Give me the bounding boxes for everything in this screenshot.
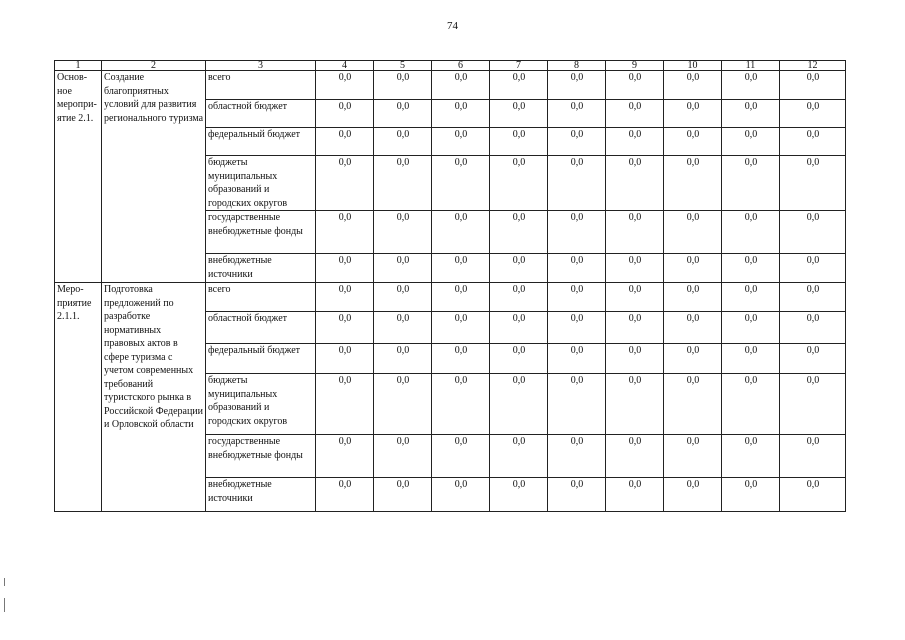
funding-value: 0,0 [432,254,490,283]
funding-value: 0,0 [548,100,606,128]
funding-value: 0,0 [664,128,722,156]
funding-value: 0,0 [490,312,548,344]
funding-value: 0,0 [316,128,374,156]
funding-value: 0,0 [664,211,722,254]
funding-value: 0,0 [316,254,374,283]
funding-value: 0,0 [780,478,846,512]
funding-value: 0,0 [664,100,722,128]
funding-value: 0,0 [432,128,490,156]
page-number: 74 [447,20,458,32]
funding-source: государственные внебюджетные фонды [206,435,316,478]
funding-value: 0,0 [432,374,490,435]
funding-value: 0,0 [664,435,722,478]
funding-value: 0,0 [780,374,846,435]
funding-value: 0,0 [374,478,432,512]
funding-value: 0,0 [432,435,490,478]
funding-value: 0,0 [780,435,846,478]
funding-value: 0,0 [374,156,432,211]
funding-value: 0,0 [316,435,374,478]
column-number: 6 [432,61,490,71]
funding-value: 0,0 [316,211,374,254]
funding-value: 0,0 [374,71,432,100]
funding-value: 0,0 [548,344,606,374]
column-number: 1 [55,61,102,71]
funding-value: 0,0 [606,374,664,435]
funding-source: государственные внебюджетные фонды [206,211,316,254]
funding-value: 0,0 [664,312,722,344]
funding-value: 0,0 [722,100,780,128]
funding-value: 0,0 [606,211,664,254]
funding-value: 0,0 [722,435,780,478]
funding-value: 0,0 [722,254,780,283]
funding-value: 0,0 [664,478,722,512]
funding-value: 0,0 [664,344,722,374]
funding-value: 0,0 [490,100,548,128]
funding-value: 0,0 [780,156,846,211]
funding-value: 0,0 [490,478,548,512]
funding-source: бюджеты муниципальных образований и городских округов [206,156,316,211]
scan-artifact-line [4,598,5,612]
funding-source: внебюджетные источники [206,478,316,512]
funding-value: 0,0 [780,344,846,374]
measure-title: Подготовка предложений по разработке нормативных правовых актов в сфере туризма с учетом современных требований туристского рынка в Российской Федерации и Орловской области [102,283,206,512]
funding-value: 0,0 [664,156,722,211]
funding-source: федеральный бюджет [206,344,316,374]
funding-source: областной бюджет [206,312,316,344]
column-number: 3 [206,61,316,71]
funding-value: 0,0 [548,283,606,312]
funding-value: 0,0 [490,283,548,312]
funding-value: 0,0 [722,478,780,512]
funding-value: 0,0 [780,312,846,344]
funding-value: 0,0 [490,156,548,211]
funding-value: 0,0 [316,344,374,374]
funding-value: 0,0 [490,71,548,100]
funding-value: 0,0 [374,100,432,128]
funding-value: 0,0 [548,71,606,100]
funding-value: 0,0 [432,312,490,344]
funding-value: 0,0 [432,283,490,312]
funding-value: 0,0 [490,435,548,478]
funding-value: 0,0 [780,100,846,128]
column-number: 11 [722,61,780,71]
funding-value: 0,0 [722,211,780,254]
column-number: 7 [490,61,548,71]
funding-value: 0,0 [780,128,846,156]
column-number: 12 [780,61,846,71]
funding-value: 0,0 [780,283,846,312]
funding-value: 0,0 [722,283,780,312]
funding-value: 0,0 [432,211,490,254]
funding-value: 0,0 [606,100,664,128]
funding-value: 0,0 [374,211,432,254]
funding-value: 0,0 [548,374,606,435]
funding-value: 0,0 [432,156,490,211]
funding-value: 0,0 [548,128,606,156]
table-row [55,283,846,312]
funding-value: 0,0 [606,478,664,512]
funding-source: бюджеты муниципальных образований и городских округов [206,374,316,435]
funding-value: 0,0 [722,374,780,435]
funding-value: 0,0 [316,312,374,344]
funding-value: 0,0 [548,211,606,254]
funding-value: 0,0 [374,283,432,312]
funding-value: 0,0 [490,344,548,374]
funding-value: 0,0 [374,374,432,435]
funding-value: 0,0 [316,283,374,312]
funding-source: федеральный бюджет [206,128,316,156]
funding-value: 0,0 [374,254,432,283]
funding-value: 0,0 [664,374,722,435]
funding-value: 0,0 [490,211,548,254]
funding-value: 0,0 [606,344,664,374]
budget-table [54,60,846,512]
funding-value: 0,0 [548,435,606,478]
funding-value: 0,0 [664,254,722,283]
funding-value: 0,0 [606,312,664,344]
table-row [55,71,846,100]
funding-value: 0,0 [548,312,606,344]
column-number: 8 [548,61,606,71]
funding-value: 0,0 [316,156,374,211]
measure-code: Основ-ное меропри-ятие 2.1. [55,71,102,283]
funding-value: 0,0 [606,156,664,211]
measure-title: Создание благоприятных условий для развития регионального туризма [102,71,206,283]
measure-code: Меро-приятие 2.1.1. [55,283,102,512]
funding-value: 0,0 [722,312,780,344]
funding-value: 0,0 [780,254,846,283]
funding-value: 0,0 [548,156,606,211]
funding-value: 0,0 [722,344,780,374]
funding-source: областной бюджет [206,100,316,128]
funding-value: 0,0 [548,478,606,512]
funding-value: 0,0 [664,71,722,100]
funding-value: 0,0 [780,71,846,100]
column-number: 10 [664,61,722,71]
funding-value: 0,0 [490,254,548,283]
funding-value: 0,0 [490,374,548,435]
funding-source: всего [206,71,316,100]
funding-value: 0,0 [432,344,490,374]
funding-value: 0,0 [606,128,664,156]
column-number: 4 [316,61,374,71]
scan-artifact-line [4,578,5,586]
column-number: 2 [102,61,206,71]
funding-value: 0,0 [722,71,780,100]
funding-value: 0,0 [548,254,606,283]
column-number: 9 [606,61,664,71]
funding-value: 0,0 [606,71,664,100]
funding-value: 0,0 [316,71,374,100]
funding-value: 0,0 [432,71,490,100]
column-number-row [55,61,846,71]
funding-value: 0,0 [722,128,780,156]
funding-value: 0,0 [316,100,374,128]
funding-value: 0,0 [664,283,722,312]
funding-value: 0,0 [606,283,664,312]
funding-value: 0,0 [606,435,664,478]
table-body [55,71,846,512]
funding-value: 0,0 [490,128,548,156]
funding-value: 0,0 [316,478,374,512]
funding-source: всего [206,283,316,312]
funding-value: 0,0 [722,156,780,211]
funding-value: 0,0 [374,312,432,344]
funding-value: 0,0 [316,374,374,435]
funding-value: 0,0 [606,254,664,283]
funding-value: 0,0 [780,211,846,254]
funding-value: 0,0 [432,100,490,128]
funding-value: 0,0 [374,435,432,478]
funding-value: 0,0 [374,344,432,374]
funding-source: внебюджетные источники [206,254,316,283]
funding-value: 0,0 [432,478,490,512]
funding-value: 0,0 [374,128,432,156]
column-number: 5 [374,61,432,71]
